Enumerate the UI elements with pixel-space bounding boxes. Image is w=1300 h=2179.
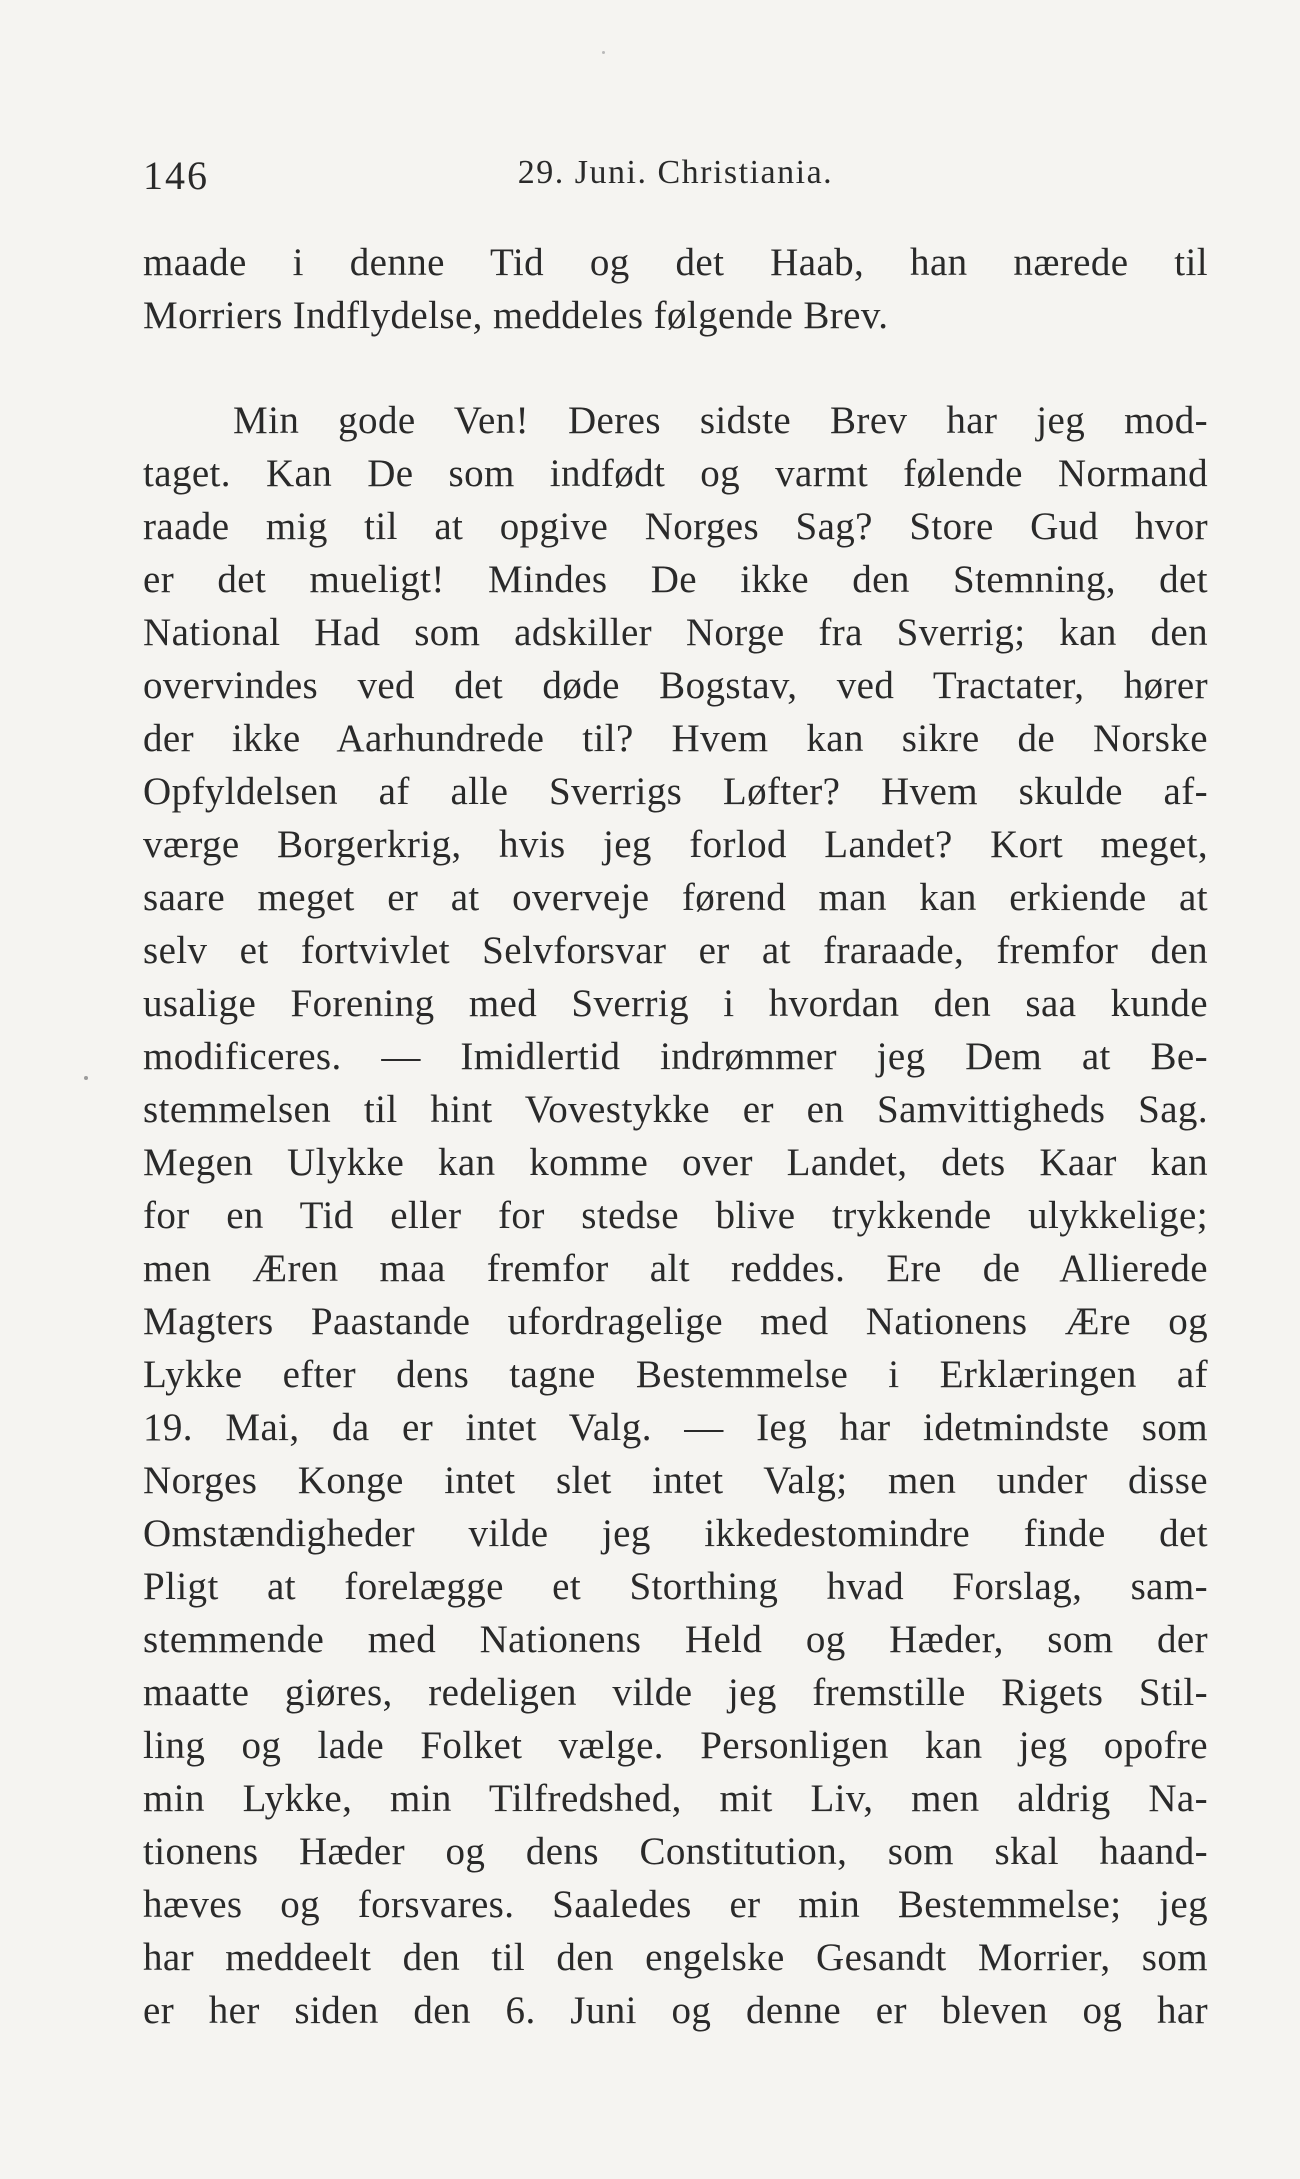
text-line: men Æren maa fremfor alt reddes. Ere de Allierede bbox=[143, 1247, 1208, 1290]
text-line: Morriers Indflydelse, meddeles følgende Brev. bbox=[143, 294, 889, 337]
page-number: 146 bbox=[143, 153, 209, 198]
text-line: raade mig til at opgive Norges Sag? Store Gud hvor bbox=[143, 505, 1208, 548]
text-line: taget. Kan De som indfødt og varmt følende Normand bbox=[143, 452, 1208, 495]
text-line: tionens Hæder og dens Constitution, som skal haand- bbox=[143, 1830, 1208, 1873]
text-line: ling og lade Folket vælge. Personligen kan jeg opofre bbox=[143, 1724, 1208, 1767]
text-line: overvindes ved det døde Bogstav, ved Tractater, hører bbox=[143, 664, 1208, 707]
text-line: min Lykke, min Tilfredshed, mit Liv, men aldrig Na- bbox=[143, 1777, 1208, 1820]
text-line: har meddeelt den til den engelske Gesandt Morrier, som bbox=[143, 1936, 1208, 1979]
text-line: værge Borgerkrig, hvis jeg forlod Landet? Kort meget, bbox=[143, 823, 1208, 866]
text-line: National Had som adskiller Norge fra Sverrig; kan den bbox=[143, 611, 1208, 654]
text-line: maatte giøres, redeligen vilde jeg fremstille Rigets Stil- bbox=[143, 1671, 1208, 1714]
text-line: maade i denne Tid og det Haab, han nærede til bbox=[143, 241, 1208, 284]
print-speck bbox=[602, 51, 605, 54]
text-line: er det mueligt! Mindes De ikke den Stemning, det bbox=[143, 558, 1208, 601]
text-line: Magters Paastande ufordragelige med Nationens Ære og bbox=[143, 1300, 1208, 1343]
text-line: Megen Ulykke kan komme over Landet, dets Kaar kan bbox=[143, 1141, 1208, 1184]
text-line: selv et fortvivlet Selvforsvar er at fraraade, fremfor den bbox=[143, 929, 1208, 972]
text-line: er her siden den 6. Juni og denne er bleven og har bbox=[143, 1989, 1208, 2032]
text-line: usalige Forening med Sverrig i hvordan den saa kunde bbox=[143, 982, 1208, 1025]
text-line: 19. Mai, da er intet Valg. — Ieg har idetmindste som bbox=[143, 1406, 1208, 1449]
paragraph-gap bbox=[143, 342, 1208, 394]
text-line: der ikke Aarhundrede til? Hvem kan sikre de Norske bbox=[143, 717, 1208, 760]
page-text bbox=[143, 236, 1208, 2037]
text-line: Pligt at forelægge et Storthing hvad Forslag, sam- bbox=[143, 1565, 1208, 1608]
text-line: Omstændigheder vilde jeg ikkedestomindre finde det bbox=[143, 1512, 1208, 1555]
text-line: Opfyldelsen af alle Sverrigs Løfter? Hvem skulde af- bbox=[143, 770, 1208, 813]
running-header bbox=[143, 148, 1208, 200]
text-line: modificeres. — Imidlertid indrømmer jeg Dem at Be- bbox=[143, 1035, 1208, 1078]
text-line: Norges Konge intet slet intet Valg; men under disse bbox=[143, 1459, 1208, 1502]
text-line: saare meget er at overveje førend man kan erkiende at bbox=[143, 876, 1208, 919]
text-line: Min gode Ven! Deres sidste Brev har jeg mod- bbox=[233, 399, 1208, 442]
text-line: stemmelsen til hint Vovestykke er en Samvittigheds Sag. bbox=[143, 1088, 1208, 1131]
text-line: Lykke efter dens tagne Bestemmelse i Erklæringen af bbox=[143, 1353, 1208, 1396]
text-line: stemmende med Nationens Held og Hæder, som der bbox=[143, 1618, 1208, 1661]
print-speck bbox=[84, 1076, 88, 1080]
text-line: for en Tid eller for stedse blive trykkende ulykkelige; bbox=[143, 1194, 1208, 1237]
text-line: hæves og forsvares. Saaledes er min Bestemmelse; jeg bbox=[143, 1883, 1208, 1926]
running-title: 29. Juni. Christiania. bbox=[517, 154, 834, 191]
